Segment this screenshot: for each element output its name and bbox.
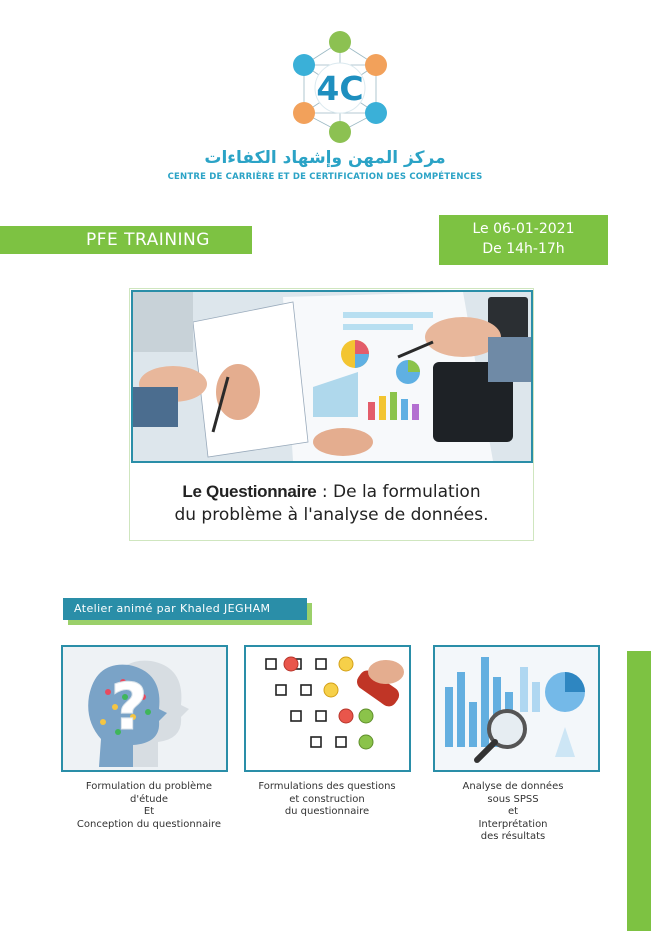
workshop-title	[129, 480, 534, 527]
topic-3-line-2: sous SPSS	[487, 793, 539, 805]
emoji-checklist-illustration	[246, 647, 409, 770]
topic-3-line-4: Interprétation	[478, 818, 548, 830]
topic-2-line-3: du questionnaire	[284, 806, 370, 817]
topic-image-2	[244, 645, 411, 772]
schedule-box	[439, 215, 608, 265]
topic-1-line-2: d'étude	[129, 793, 168, 805]
arabic-org-name: مركز المهن وإشهاد الكفاءات	[204, 148, 446, 168]
topic-caption-2	[232, 781, 422, 819]
right-accent-bar	[627, 651, 651, 931]
schedule-time: De 14h-17h	[482, 241, 565, 257]
business-analysis-photo	[131, 290, 533, 463]
topic-3-line-3: et	[507, 806, 519, 817]
topic-1-line-1: Formulation du problème	[85, 781, 213, 792]
topic-2-line-2: et construction	[289, 793, 365, 805]
magnifier-chart-illustration	[435, 647, 598, 770]
topic-3-line-1: Analyse de données	[462, 781, 564, 792]
pfe-training-banner	[0, 226, 252, 254]
topic-image-3	[433, 645, 600, 772]
center-logo	[280, 28, 400, 146]
question-head-illustration	[63, 647, 226, 770]
topic-1-line-3: Et	[143, 806, 155, 817]
workshop-title-rest: : De la formulation	[316, 482, 481, 502]
topic-caption-1	[54, 781, 244, 831]
topic-3-line-5: des résultats	[480, 831, 546, 842]
topic-1-line-4: Conception du questionnaire	[76, 818, 222, 830]
presenter-bar: Atelier animé par Khaled JEGHAM	[63, 598, 307, 620]
workshop-title-line2: du problème à l'analyse de données.	[174, 505, 489, 525]
workshop-title-bold: Le Questionnaire	[182, 482, 317, 501]
topic-image-1	[61, 645, 228, 772]
topic-caption-3	[418, 781, 608, 844]
schedule-date: Le 06-01-2021	[472, 221, 575, 237]
network-logo-icon	[280, 28, 400, 146]
svg-text:?: ?	[110, 671, 148, 745]
org-name: CENTRE DE CARRIÈRE ET DE CERTIFICATION DES COMPÉTENCES	[167, 172, 483, 182]
topic-2-line-1: Formulations des questions	[258, 781, 396, 792]
banner-title: PFE TRAINING	[86, 230, 210, 250]
logo-4c-text: 4C	[316, 69, 364, 108]
